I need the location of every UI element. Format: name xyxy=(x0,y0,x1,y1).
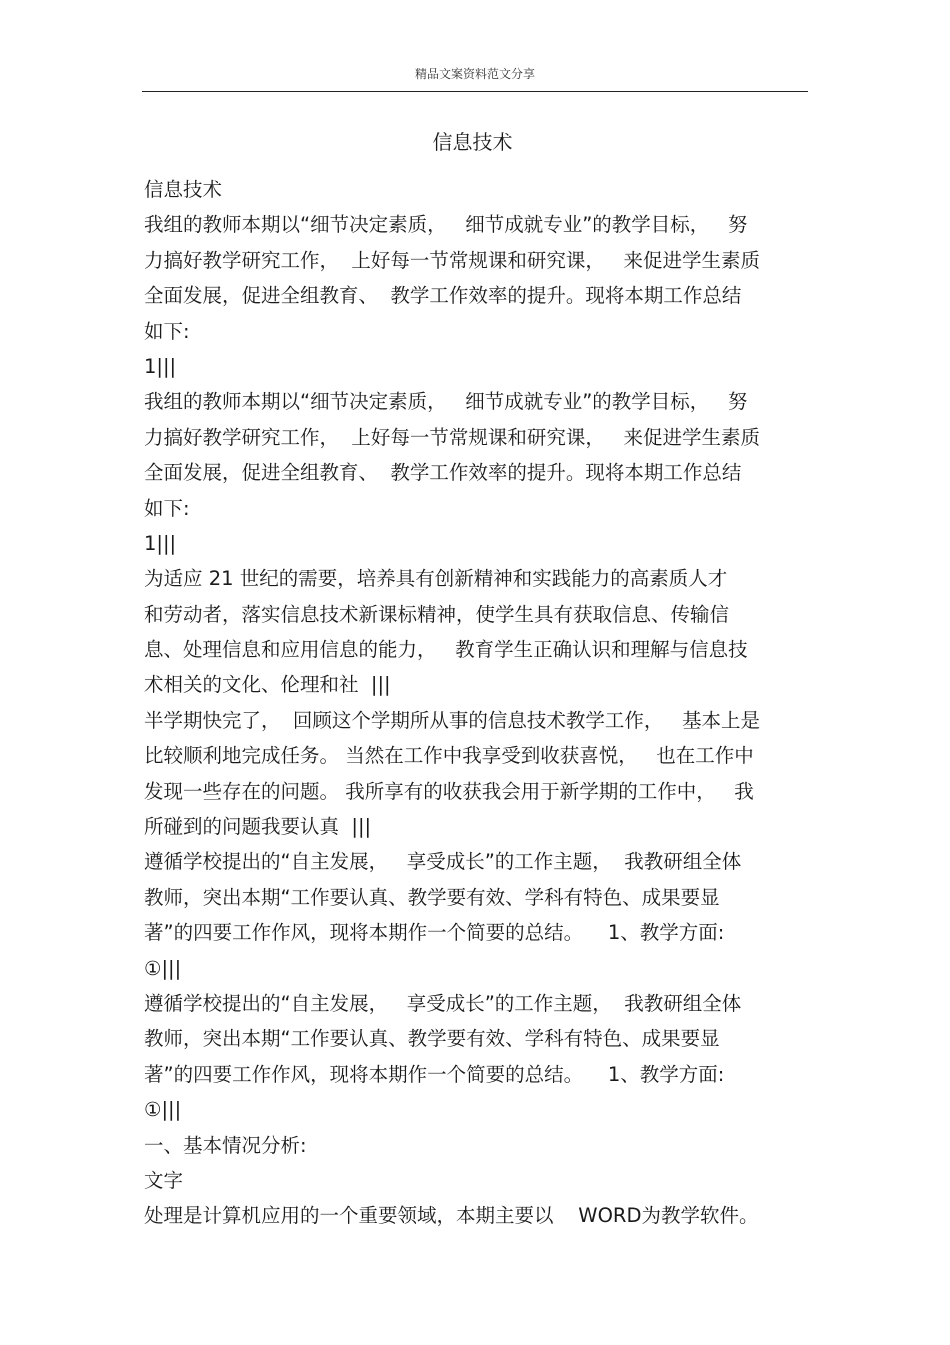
body-line: 力搞好教学研究工作， 上好每一节常规课和研究课， 来促进学生素质 xyxy=(144,425,760,449)
body-line: 文字 xyxy=(144,1168,184,1192)
body-line: 全面发展，促进全组教育、 教学工作效率的提升。现将本期工作总结 xyxy=(144,461,742,485)
body-line: 信息技术 xyxy=(144,178,223,201)
document-body xyxy=(144,172,814,1234)
body-line: 所碰到的问题我要认真 ||| xyxy=(144,815,372,839)
body-line: 著”的四要工作作风，现将本期作一个简要的总结。 1、教学方面: xyxy=(144,921,725,945)
body-line: 遵循学校提出的“自主发展， 享受成长”的工作主题， 我教研组全体 xyxy=(144,991,742,1015)
body-line: 如下: xyxy=(144,319,190,343)
body-line: 如下: xyxy=(144,496,190,520)
body-line: 和劳动者，落实信息技术新课标精神，使学生具有获取信息、传输信 xyxy=(144,602,730,626)
body-line: 为适应 21 世纪的需要，培养具有创新精神和实践能力的高素质人才 xyxy=(144,567,728,591)
document-title: 信息技术 xyxy=(432,130,513,154)
body-line: 著”的四要工作作风，现将本期作一个简要的总结。 1、教学方面: xyxy=(144,1062,725,1086)
body-line: 半学期快完了， 回顾这个学期所从事的信息技术教学工作， 基本上是 xyxy=(144,708,760,732)
body-line: 教师，突出本期“工作要认真、教学要有效、学科有特色、成果要显 xyxy=(144,1027,720,1051)
body-line: 1||| xyxy=(144,531,177,555)
body-line: 我组的教师本期以“细节决定素质， 细节成就专业”的教学目标， 努 xyxy=(144,213,748,237)
body-line: ①||| xyxy=(144,956,182,980)
body-line: 术相关的文化、伦理和社 ||| xyxy=(144,673,391,697)
body-line: 发现一些存在的问题。 我所享有的收获我会用于新学期的工作中， 我 xyxy=(144,779,754,803)
body-line: 教师，突出本期“工作要认真、教学要有效、学科有特色、成果要显 xyxy=(144,885,720,909)
body-line: 我组的教师本期以“细节决定素质， 细节成就专业”的教学目标， 努 xyxy=(144,390,748,414)
header-divider xyxy=(142,91,808,92)
body-line: 息、处理信息和应用信息的能力， 教育学生正确认识和理解与信息技 xyxy=(144,638,748,662)
body-line: 比较顺利地完成任务。 当然在工作中我享受到收获喜悦， 也在工作中 xyxy=(144,744,754,768)
body-line: 全面发展，促进全组教育、 教学工作效率的提升。现将本期工作总结 xyxy=(144,284,742,308)
page-header: 精品文案资料范文分享 xyxy=(414,67,535,81)
body-line: 力搞好教学研究工作， 上好每一节常规课和研究课， 来促进学生素质 xyxy=(144,248,760,272)
body-line: 处理是计算机应用的一个重要领域，本期主要以 WORD为教学软件。 xyxy=(144,1204,759,1228)
body-line: 一、基本情况分析: xyxy=(144,1133,307,1157)
body-line: ①||| xyxy=(144,1098,182,1122)
body-line: 遵循学校提出的“自主发展， 享受成长”的工作主题， 我教研组全体 xyxy=(144,850,742,874)
body-line: 1||| xyxy=(144,354,177,378)
